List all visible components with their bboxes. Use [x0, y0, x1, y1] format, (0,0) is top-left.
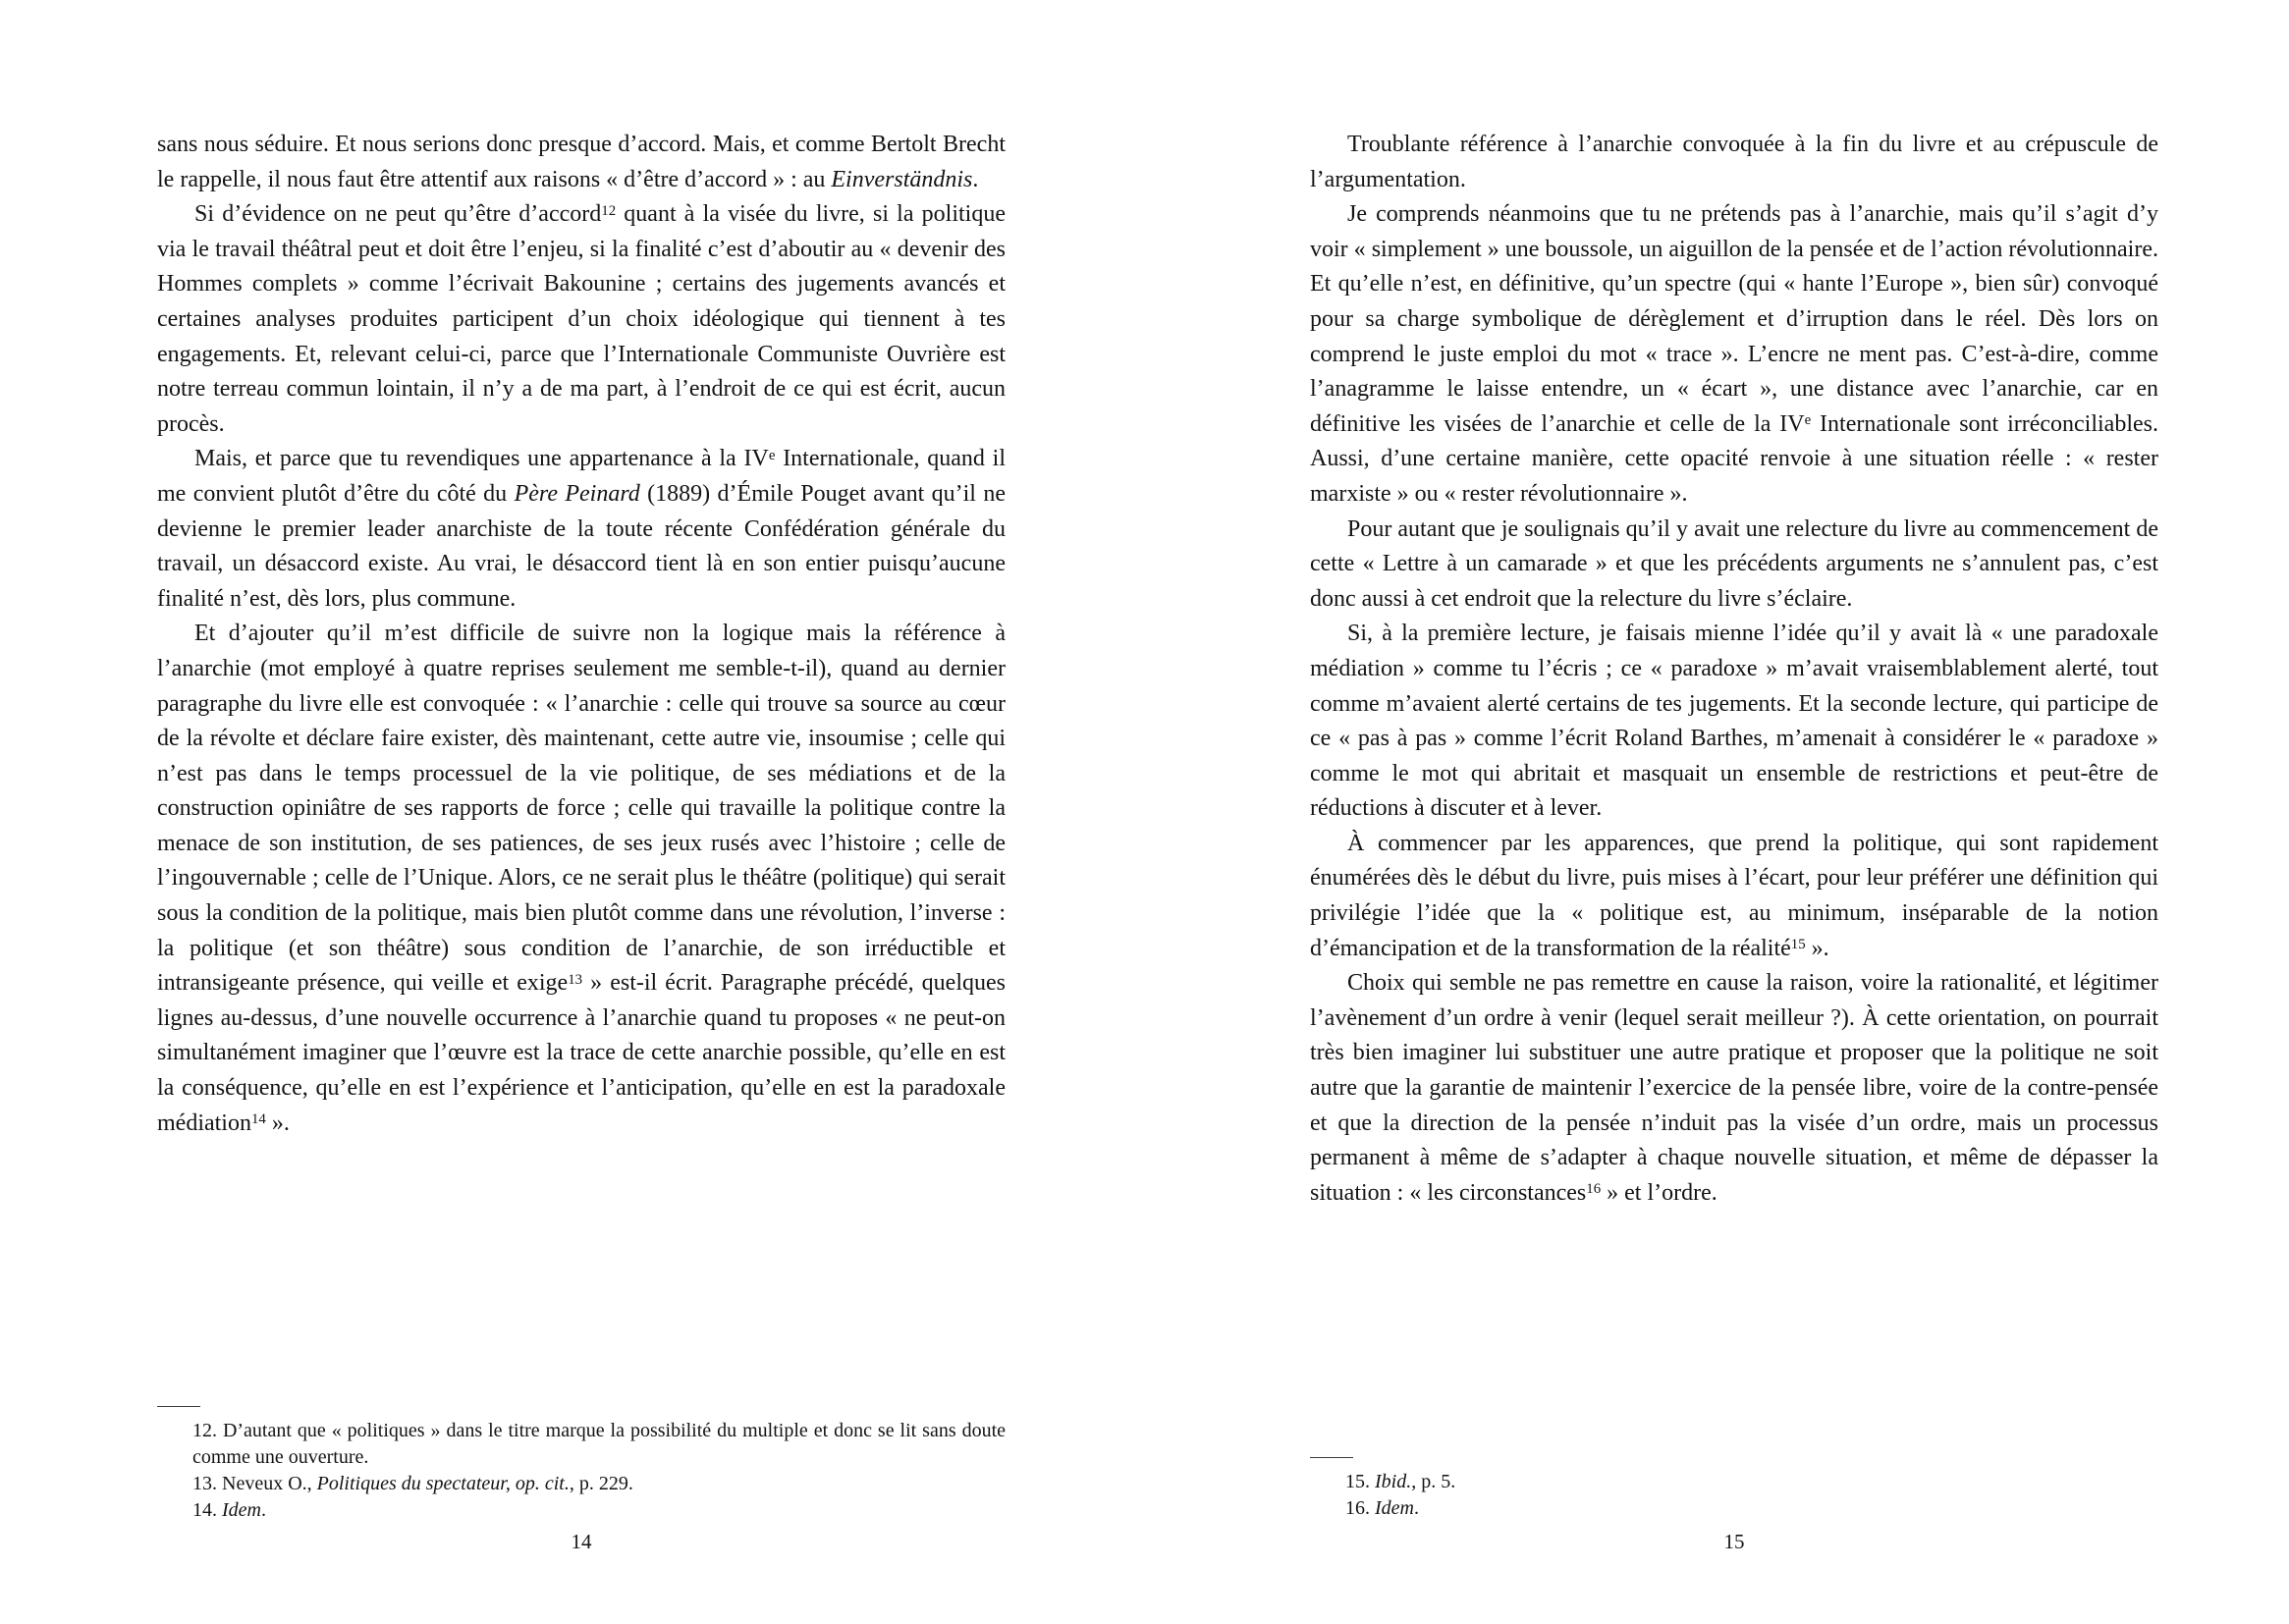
- page-left-body: [157, 128, 1006, 1141]
- text-run: Mais, et parce que tu revendiques une appartenance à la IV: [194, 446, 769, 472]
- footnote-list: [1310, 1469, 2158, 1522]
- text-run: Pour autant que je soulignais qu’il y avait une relecture du livre au commencement de cette « Lettre à un camarade » et que les précédents arguments ne s’annulent pas, c’est donc aussi à cet endroit que la relecture du livre s’éclaire.: [1310, 515, 2158, 612]
- footnote-separator: [1310, 1457, 1353, 1458]
- footnote: [192, 1471, 1006, 1497]
- paragraph: [1310, 617, 2158, 827]
- page-number-right: 15: [1723, 1530, 1745, 1553]
- text-run: Si d’évidence on ne peut qu’être d’accord: [194, 201, 602, 228]
- paragraph: [157, 442, 1006, 617]
- paragraph: [157, 128, 1006, 197]
- footnote-ref: 12: [601, 202, 617, 219]
- italic-text: Idem: [1375, 1497, 1414, 1519]
- text-run: , p. 229.: [569, 1473, 633, 1494]
- text-run: .: [260, 1499, 266, 1521]
- text-run: Et d’ajouter qu’il m’est difficile de suivre non la logique mais la référence à l’anarchie (mot employé à quatre reprises seulement me semble-t-il), quand au dernier paragraphe du livre elle est convoquée : « l’anarchie : celle qui trouve sa source au cœur de la révolte et déclare faire exister, dès maintenant, cette autre vie, insoumise ; celle qui n’est pas dans le temps processuel de la vie politique, de ses médiations et de la construction opiniâtre de ses rapports de force ; celle qui travaille la politique contre la menace de son institution, de ses patiences, de ses jeux rusés avec l’histoire ; celle de l’ingouvernable ; celle de l’Unique. Alors, ce ne serait plus le théâtre (politique) qui serait sous la condition de la politique, mais bien plutôt comme dans une révolution, l’inverse : la politique (et son théâtre) sous condition de l’anarchie, de son irréductible et intransigeante présence, qui veille et exige: [157, 621, 1006, 997]
- page-right-body: [1310, 128, 2158, 1211]
- page-left: [0, 0, 1144, 1624]
- footnote-ref: 13: [568, 971, 583, 988]
- page-right-footnotes: [1310, 1457, 2158, 1522]
- superscript: e: [1804, 412, 1812, 429]
- italic-text: Père Peinard: [514, 480, 640, 507]
- paragraph: [1310, 827, 2158, 966]
- text-run: 14.: [192, 1499, 222, 1521]
- text-run: 16.: [1345, 1497, 1375, 1519]
- superscript: e: [768, 447, 776, 463]
- text-run: ».: [1805, 935, 1829, 961]
- text-run: ».: [265, 1110, 290, 1136]
- text-run: 15.: [1345, 1471, 1375, 1492]
- page-right: [1145, 0, 2289, 1624]
- text-run: , p. 5.: [1411, 1471, 1456, 1492]
- text-run: .: [972, 166, 979, 192]
- text-run: À commencer par les apparences, que prend la politique, qui sont rapidement énumérées dès le début du livre, puis mises à l’écart, pour leur préférer une définition qui privilégie l’idée que la « politique est, au minimum, inséparable de la notion d’émancipation et de la transformation de la réalité: [1310, 830, 2158, 961]
- text-run: 13. Neveux O.,: [192, 1473, 317, 1494]
- paragraph: [157, 617, 1006, 1141]
- text-run: Choix qui semble ne pas remettre en cause la raison, voire la rationalité, et légitimer l’avènement d’un ordre à venir (lequel serait meilleur ?). À cette orientation, on pourrait très bien imaginer lui substituer une autre pratique et proposer que la politique ne soit autre que la garantie de maintenir l’exercice de la pensée libre, voire de la contre-pensée et que la direction de la pensée n’induit pas la visée d’un ordre, mais un processus permanent à même de s’adapter à chaque nouvelle situation, et même de dépasser la situation : « les circonstances: [1310, 970, 2158, 1206]
- text-run: (1889) d’Émile Pouget avant qu’il ne devienne le premier leader anarchiste de la toute récente Confédération générale du travail, un désaccord existe. Au vrai, le désaccord tient là en son entier puisqu’aucune finalité n’est, dès lors, plus commune.: [157, 480, 1006, 612]
- text-run: » est-il écrit. Paragraphe précédé, quelques lignes au-dessus, d’une nouvelle occurrence à l’anarchie quand tu proposes « ne peut-on simultanément imaginer que l’œuvre est la trace de cette anarchie possible, qu’elle en est la conséquence, qu’elle en est l’expérience et l’anticipation, qu’elle en est la paradoxale médiation: [157, 970, 1006, 1136]
- footnote-ref: 14: [250, 1110, 266, 1127]
- page-left-footnotes: [157, 1406, 1006, 1524]
- paragraph: [157, 197, 1006, 442]
- footnote-list: [157, 1418, 1006, 1524]
- text-run: Internationale sont irréconciliables. Aussi, d’une certaine manière, cette opacité renvoie à une situation réelle : « rester marxiste » ou « rester révolutionnaire ».: [1310, 410, 2158, 507]
- footnote-ref: 16: [1586, 1181, 1602, 1198]
- italic-text: Einverständnis: [831, 166, 973, 192]
- footnote-ref: 15: [1790, 936, 1806, 952]
- text-run: Si, à la première lecture, je faisais mienne l’idée qu’il y avait là « une paradoxale médiation » comme tu l’écris ; ce « paradoxe » m’avait vraisemblablement alerté, tout comme m’avaient alerté certains de tes jugements. Et la seconde lecture, qui participe de ce « pas à pas » comme l’écrit Roland Barthes, m’amenait à considérer le « paradoxe » comme le mot qui abritait et masquait un ensemble de restrictions et peut-être de réductions à discuter et à lever.: [1310, 621, 2158, 822]
- text-run: » et l’ordre.: [1601, 1179, 1717, 1206]
- paragraph: [1310, 197, 2158, 512]
- footnote: [192, 1418, 1006, 1471]
- page-number-left: 14: [571, 1530, 592, 1553]
- footnote: [1345, 1469, 2158, 1495]
- text-run: Je comprends néanmoins que tu ne prétends pas à l’anarchie, mais qu’il s’agit d’y voir « simplement » une boussole, un aiguillon de la pensée et de l’action révolutionnaire. Et qu’elle n’est, en définitive, qu’un spectre (qui « hante l’Europe », bien sûr) convoqué pour sa charge symbolique de dérèglement et d’irruption dans le réel. Dès lors on comprend le juste emploi du mot « trace ». L’encre ne ment pas. C’est-à-dire, comme l’anagramme le laisse entendre, un « écart », une distance avec l’anarchie, car en définitive les visées de l’anarchie et celle de la IV: [1310, 201, 2158, 437]
- italic-text: Idem: [222, 1499, 261, 1521]
- paragraph: [1310, 513, 2158, 618]
- text-run: 12. D’autant que « politiques » dans le titre marque la possibilité du multiple et donc se lit sans doute comme une ouverture.: [192, 1420, 1006, 1468]
- paragraph: [1310, 966, 2158, 1211]
- footnote-separator: [157, 1406, 200, 1407]
- italic-text: Politiques du spectateur, op. cit.: [316, 1473, 570, 1494]
- text-run: Internationale, quand il me convient plutôt d’être du côté du: [157, 446, 1006, 507]
- italic-text: Ibid.: [1375, 1471, 1412, 1492]
- text-run: .: [1413, 1497, 1419, 1519]
- footnote: [192, 1497, 1006, 1524]
- text-run: quant à la visée du livre, si la politique via le travail théâtral peut et doit être l’enjeu, si la finalité c’est d’aboutir au « devenir des Hommes complets » comme l’écrivait Bakounine ; certains des jugements avancés et certaines analyses produites participent d’un choix idéologique qui tiennent à tes engagements. Et, relevant celui-ci, parce que l’Internationale Communiste Ouvrière est notre terreau commun lointain, il n’y a de ma part, à l’endroit de ce qui est écrit, aucun procès.: [157, 201, 1006, 437]
- text-run: Troublante référence à l’anarchie convoquée à la fin du livre et au crépuscule de l’argumentation.: [1310, 132, 2158, 192]
- text-run: sans nous séduire. Et nous serions donc presque d’accord. Mais, et comme Bertolt Brecht le rappelle, il nous faut être attentif aux raisons « d’être d’accord » : au: [157, 132, 1006, 192]
- footnote: [1345, 1495, 2158, 1522]
- paragraph: [1310, 128, 2158, 197]
